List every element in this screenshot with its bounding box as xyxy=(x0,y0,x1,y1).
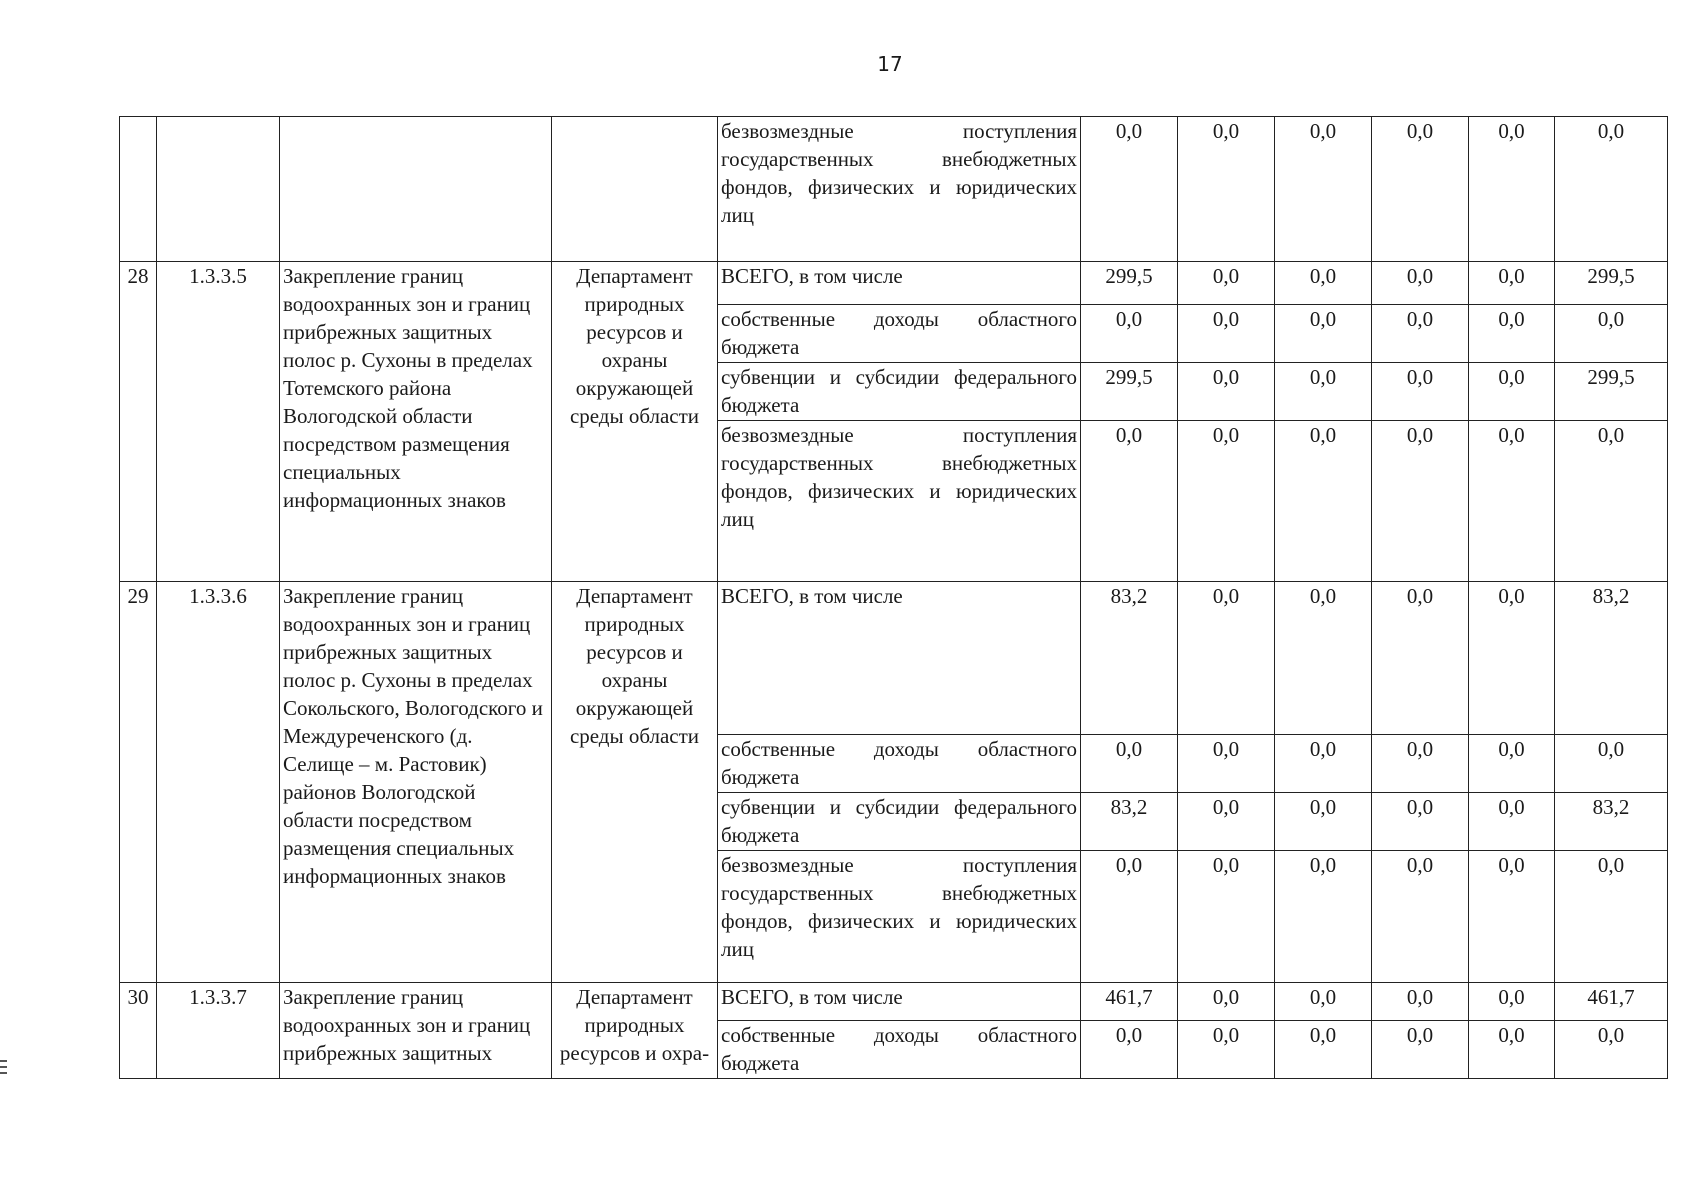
value-cell: 0,0 xyxy=(1081,735,1178,793)
funding-source-cell: безвозмездные поступления государственных внебюджетных фондов, физических и юридических лиц xyxy=(718,851,1081,983)
value-cell: 0,0 xyxy=(1178,1021,1275,1079)
value-cell: 461,7 xyxy=(1555,983,1668,1021)
value-cell: 83,2 xyxy=(1081,793,1178,851)
funding-source-cell: безвозмездные поступления государственных внебюджетных фондов, физических и юридических лиц xyxy=(718,117,1081,262)
value-cell: 0,0 xyxy=(1178,851,1275,983)
value-cell: 0,0 xyxy=(1275,421,1372,582)
num-cell: 28 xyxy=(120,262,157,582)
value-cell: 0,0 xyxy=(1372,262,1469,305)
value-cell: 0,0 xyxy=(1469,262,1555,305)
value-cell: 0,0 xyxy=(1555,421,1668,582)
value-cell: 0,0 xyxy=(1372,851,1469,983)
funding-source-cell: безвозмездные поступления государственных внебюджетных фондов, физических и юридических лиц xyxy=(718,421,1081,582)
value-cell: 0,0 xyxy=(1275,117,1372,262)
value-cell: 0,0 xyxy=(1081,305,1178,363)
value-cell: 0,0 xyxy=(1275,262,1372,305)
num-cell xyxy=(120,117,157,262)
budget-table xyxy=(119,116,1668,1079)
value-cell: 0,0 xyxy=(1275,305,1372,363)
value-cell: 0,0 xyxy=(1178,582,1275,735)
value-cell: 0,0 xyxy=(1275,1021,1372,1079)
table-row xyxy=(120,983,1668,1021)
funding-source-cell: субвенции и субсидии федерального бюджета xyxy=(718,363,1081,421)
value-cell: 0,0 xyxy=(1555,1021,1668,1079)
value-cell: 0,0 xyxy=(1469,1021,1555,1079)
value-cell: 83,2 xyxy=(1555,582,1668,735)
value-cell: 83,2 xyxy=(1555,793,1668,851)
num-cell: 30 xyxy=(120,983,157,1079)
value-cell: 83,2 xyxy=(1081,582,1178,735)
value-cell: 0,0 xyxy=(1469,851,1555,983)
dept-cell: Департамент природных ресурсов и охра- xyxy=(552,983,718,1079)
value-cell: 0,0 xyxy=(1081,1021,1178,1079)
page-number: 17 xyxy=(877,52,903,76)
value-cell: 0,0 xyxy=(1469,117,1555,262)
code-cell: 1.3.3.6 xyxy=(157,582,280,983)
value-cell: 0,0 xyxy=(1178,262,1275,305)
value-cell: 0,0 xyxy=(1372,735,1469,793)
value-cell: 0,0 xyxy=(1372,793,1469,851)
value-cell: 0,0 xyxy=(1178,117,1275,262)
table-row xyxy=(120,582,1668,735)
code-cell xyxy=(157,117,280,262)
name-cell: Закрепление границ водоохранных зон и границ прибрежных защитных xyxy=(280,983,552,1079)
value-cell: 0,0 xyxy=(1275,363,1372,421)
name-cell: Закрепление границ водоохранных зон и границ прибрежных защитных полос р. Сухоны в пределах Сокольского, Вологодского и Междуреченского (д. Селище – м. Растовик) районов Вологодской области посредством размещения специальных информационных знаков xyxy=(280,582,552,983)
funding-source-cell: собственные доходы областного бюджета xyxy=(718,1021,1081,1079)
value-cell: 0,0 xyxy=(1275,983,1372,1021)
value-cell: 299,5 xyxy=(1081,262,1178,305)
value-cell: 461,7 xyxy=(1081,983,1178,1021)
value-cell: 0,0 xyxy=(1178,983,1275,1021)
value-cell: 0,0 xyxy=(1372,1021,1469,1079)
value-cell: 0,0 xyxy=(1372,421,1469,582)
value-cell: 0,0 xyxy=(1469,421,1555,582)
value-cell: 0,0 xyxy=(1275,793,1372,851)
code-cell: 1.3.3.5 xyxy=(157,262,280,582)
funding-source-cell: ВСЕГО, в том числе xyxy=(718,262,1081,305)
value-cell: 0,0 xyxy=(1081,851,1178,983)
value-cell: 0,0 xyxy=(1469,582,1555,735)
value-cell: 0,0 xyxy=(1555,851,1668,983)
value-cell: 0,0 xyxy=(1372,117,1469,262)
name-cell: Закрепление границ водоохранных зон и границ прибрежных защитных полос р. Сухоны в пределах Тотемского района Вологодской области посредством размещения специальных информационных знаков xyxy=(280,262,552,582)
value-cell: 0,0 xyxy=(1372,983,1469,1021)
value-cell: 0,0 xyxy=(1178,793,1275,851)
value-cell: 0,0 xyxy=(1178,305,1275,363)
value-cell: 0,0 xyxy=(1081,421,1178,582)
value-cell: 0,0 xyxy=(1372,305,1469,363)
value-cell: 299,5 xyxy=(1081,363,1178,421)
table-row xyxy=(120,117,1668,262)
dept-cell: Департамент природных ресурсов и охраны окружающей среды области xyxy=(552,262,718,582)
value-cell: 0,0 xyxy=(1178,735,1275,793)
funding-source-cell: ВСЕГО, в том числе xyxy=(718,983,1081,1021)
value-cell: 0,0 xyxy=(1275,851,1372,983)
dept-cell: Департамент природных ресурсов и охраны окружающей среды области xyxy=(552,582,718,983)
value-cell: 0,0 xyxy=(1372,582,1469,735)
code-cell: 1.3.3.7 xyxy=(157,983,280,1079)
value-cell: 0,0 xyxy=(1555,735,1668,793)
value-cell: 0,0 xyxy=(1469,983,1555,1021)
value-cell: 0,0 xyxy=(1178,421,1275,582)
value-cell: 0,0 xyxy=(1178,363,1275,421)
funding-source-cell: субвенции и субсидии федерального бюджета xyxy=(718,793,1081,851)
num-cell: 29 xyxy=(120,582,157,983)
name-cell xyxy=(280,117,552,262)
value-cell: 0,0 xyxy=(1275,735,1372,793)
margin-marks xyxy=(0,1060,8,1078)
value-cell: 0,0 xyxy=(1469,305,1555,363)
funding-source-cell: ВСЕГО, в том числе xyxy=(718,582,1081,735)
dept-cell xyxy=(552,117,718,262)
value-cell: 0,0 xyxy=(1555,305,1668,363)
funding-source-cell: собственные доходы областного бюджета xyxy=(718,735,1081,793)
value-cell: 0,0 xyxy=(1275,582,1372,735)
value-cell: 0,0 xyxy=(1081,117,1178,262)
funding-source-cell: собственные доходы областного бюджета xyxy=(718,305,1081,363)
value-cell: 299,5 xyxy=(1555,262,1668,305)
value-cell: 0,0 xyxy=(1469,363,1555,421)
value-cell: 0,0 xyxy=(1555,117,1668,262)
value-cell: 0,0 xyxy=(1469,735,1555,793)
table-row xyxy=(120,262,1668,305)
value-cell: 0,0 xyxy=(1372,363,1469,421)
value-cell: 299,5 xyxy=(1555,363,1668,421)
value-cell: 0,0 xyxy=(1469,793,1555,851)
